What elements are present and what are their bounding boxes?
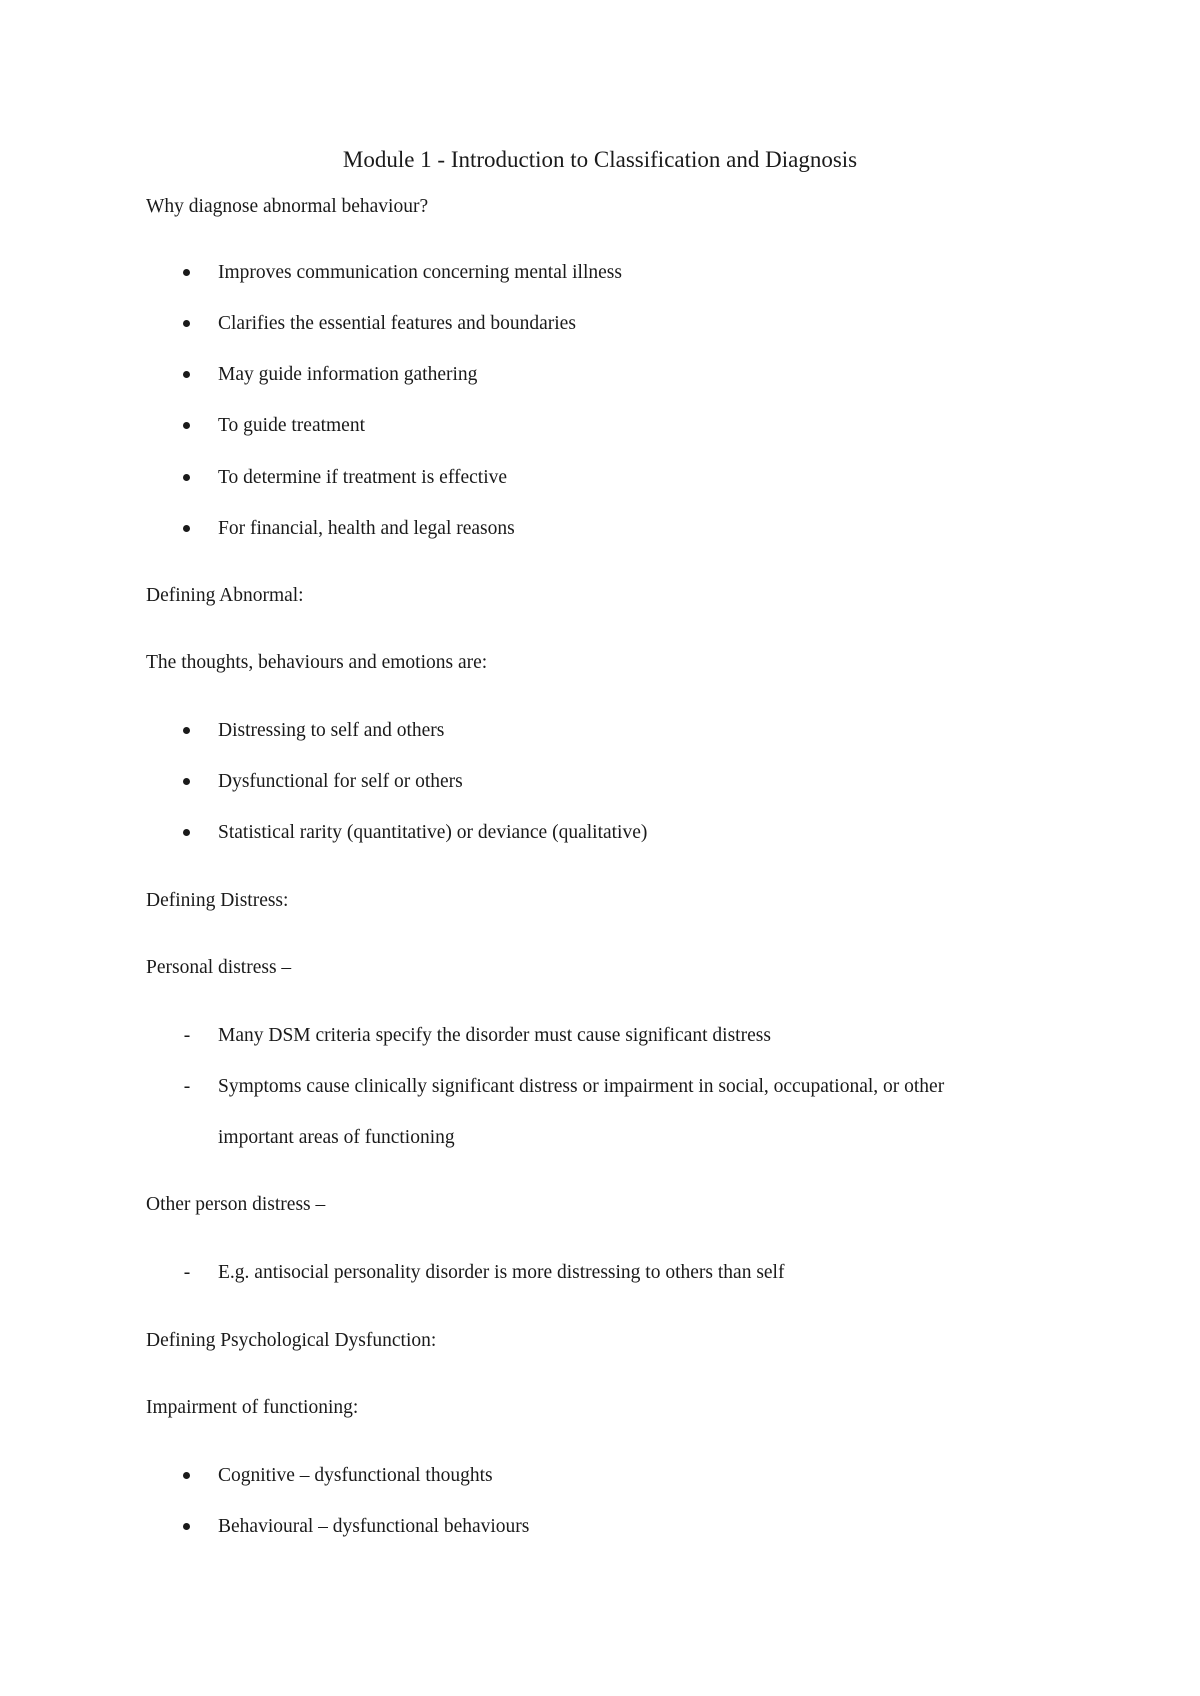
dash-marker: - bbox=[183, 1025, 191, 1046]
list-item: Distressing to self and others bbox=[218, 720, 445, 741]
list-item: Symptoms cause clinically significant distress or impairment in social, occupational, or other bbox=[218, 1076, 945, 1097]
section-heading-defining-distress: Defining Distress: bbox=[146, 890, 289, 911]
list-item-continuation: important areas of functioning bbox=[218, 1127, 455, 1148]
section-heading-defining-abnormal: Defining Abnormal: bbox=[146, 585, 304, 606]
list-item: For financial, health and legal reasons bbox=[218, 518, 515, 539]
bullet-icon bbox=[180, 769, 194, 795]
bullet-icon bbox=[180, 820, 194, 846]
dash-marker: - bbox=[183, 1076, 191, 1097]
section-subheading: Personal distress – bbox=[146, 957, 292, 978]
bullet-icon bbox=[180, 362, 194, 388]
bullet-icon bbox=[180, 311, 194, 337]
bullet-icon bbox=[180, 260, 194, 286]
section-subheading: The thoughts, behaviours and emotions are: bbox=[146, 652, 488, 673]
bullet-icon bbox=[180, 718, 194, 744]
list-item: To guide treatment bbox=[218, 415, 366, 436]
bullet-icon bbox=[180, 1463, 194, 1489]
bullet-icon bbox=[180, 1514, 194, 1540]
list-item: Statistical rarity (quantitative) or deviance (qualitative) bbox=[218, 822, 648, 843]
list-item: To determine if treatment is effective bbox=[218, 467, 508, 488]
section-heading-why-diagnose: Why diagnose abnormal behaviour? bbox=[146, 196, 429, 217]
list-item: Improves communication concerning mental illness bbox=[218, 262, 622, 283]
list-item: Many DSM criteria specify the disorder must cause significant distress bbox=[218, 1025, 771, 1046]
bullet-icon bbox=[180, 413, 194, 439]
list-item: E.g. antisocial personality disorder is more distressing to others than self bbox=[218, 1262, 785, 1283]
dash-marker: - bbox=[183, 1262, 191, 1283]
list-item: Clarifies the essential features and boundaries bbox=[218, 313, 576, 334]
list-item: Behavioural – dysfunctional behaviours bbox=[218, 1516, 530, 1537]
bullet-icon bbox=[180, 516, 194, 542]
section-heading-defining-dysfunction: Defining Psychological Dysfunction: bbox=[146, 1330, 437, 1351]
list-item: May guide information gathering bbox=[218, 364, 478, 385]
section-subheading: Impairment of functioning: bbox=[146, 1397, 359, 1418]
section-subheading: Other person distress – bbox=[146, 1194, 326, 1215]
list-item: Cognitive – dysfunctional thoughts bbox=[218, 1465, 493, 1486]
page-title: Module 1 - Introduction to Classification and Diagnosis bbox=[342, 147, 858, 172]
bullet-icon bbox=[180, 465, 194, 491]
list-item: Dysfunctional for self or others bbox=[218, 771, 463, 792]
